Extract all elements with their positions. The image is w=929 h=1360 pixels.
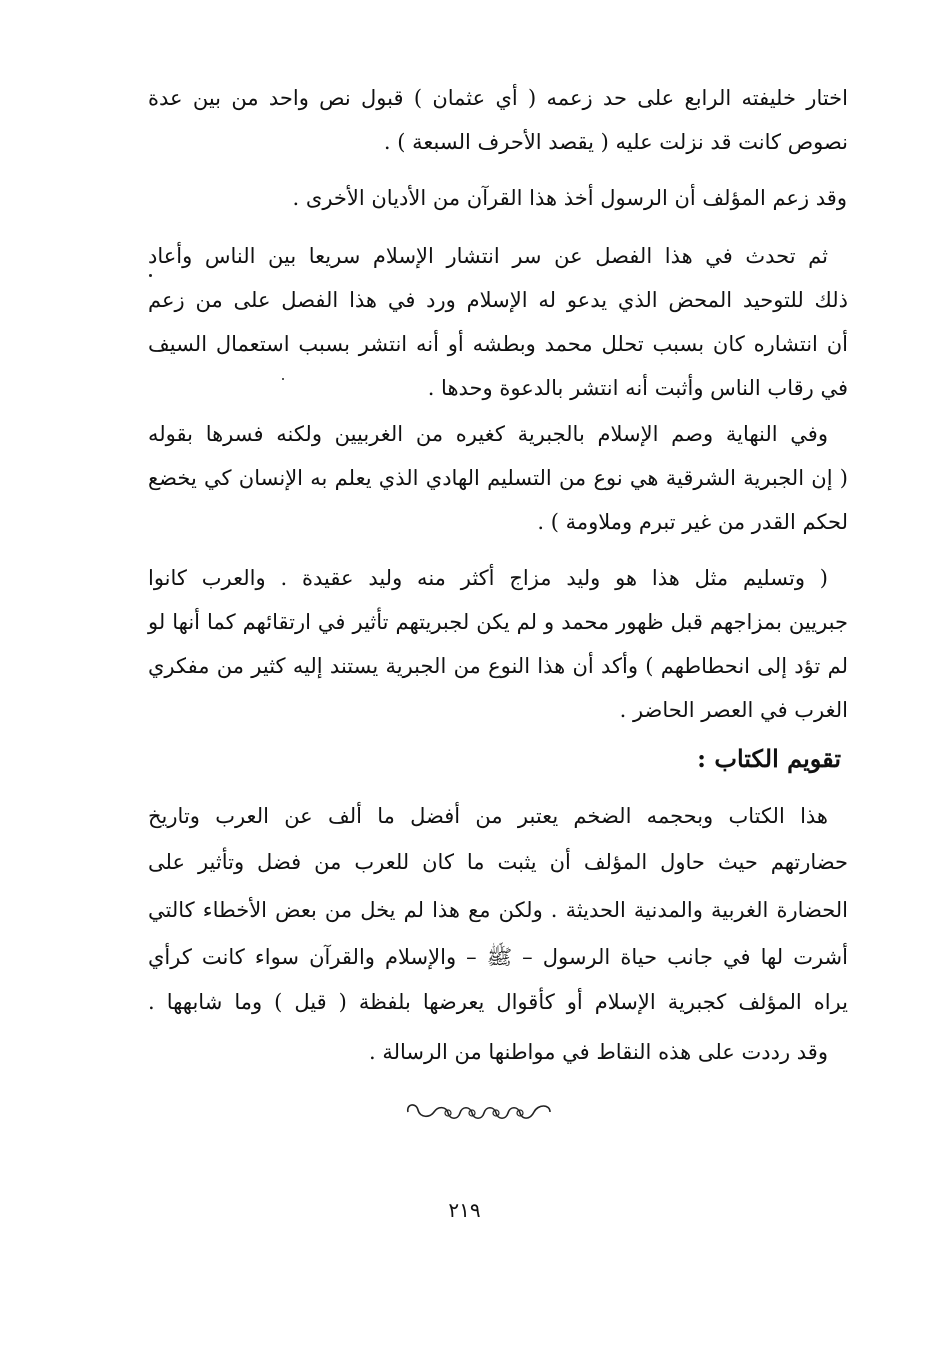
text-line: وقد رددت على هذه النقاط في مواطنها من الرسالة . [369,1040,828,1064]
text-line: أشرت لها في جانب حياة الرسول – ﷺ – والإسلام والقرآن سواء كانت كرأي [148,945,848,969]
text-line: لحكم القدر من غير تبرم وملاومة ) . [537,510,848,534]
paragraph-5 [148,566,848,736]
text-line: ثم تحدث في هذا الفصل عن سر انتشار الإسلام سريعا بين الناس وأعاد [148,244,828,268]
text-line: ( إن الجبرية الشرقية هي نوع من التسليم الهادي الذي يعلم به الإنسان كي يخضع [148,466,848,490]
text-line: وقد زعم المؤلف أن الرسول أخذ هذا القرآن من الأديان الأخرى . [292,186,847,210]
text-line: في رقاب الناس وأثبت أنه انتشر بالدعوة وحدها . [427,376,848,400]
text-line: يراه المؤلف كجبرية الإسلام أو كأقوال يعرضها بلفظة ( قيل ) وما شابهها . [148,990,848,1014]
text-line: ( وتسليم مثل هذا هو وليد مزاج أكثر منه وليد عقيدة . والعرب كانوا [148,566,828,590]
text-line: ذلك للتوحيد المحض الذي يدعو له الإسلام ورد في هذا الفصل على من زعم [148,288,848,312]
text-line: حضارتهم حيث حاول المؤلف أن يثبت ما كان للعرب من فضل وتأثير على [148,850,848,874]
scan-speck [149,274,152,277]
page-number: ٢١٩ [448,1198,481,1222]
text-line: الحضارة الغربية والمدنية الحديثة . ولكن مع هذا لم يخل من بعض الأخطاء كالتي [148,898,848,922]
text-line: اختار خليفته الرابع على حد زعمه ( أي عثمان ) قبول نص واحد من بين عدة [148,86,848,110]
section-heading: تقويم الكتاب : [697,744,841,773]
paragraph-7 [148,1040,848,1080]
paragraph-4 [148,422,848,552]
paragraph-1 [148,86,848,166]
decorative-flourish-icon [400,1098,560,1128]
paragraph-2 [167,186,847,226]
text-line: وفي النهاية وصم الإسلام بالجبرية كغيره من الغربيين ولكنه فسرها بقوله [148,422,828,446]
text-line: أن انتشاره كان بسبب تحلل محمد وبطشه أو أنه انتشر بسبب استعمال السيف [148,332,848,356]
text-line: نصوص كانت قد نزلت عليه ( يقصد الأحرف السبعة ) . [383,130,848,154]
paragraph-3 [148,244,848,414]
text-line: الغرب في العصر الحاضر . [619,698,848,722]
text-line: لم تؤد إلى انحطاطهم ) وأكد أن هذا النوع من الجبرية يستند إليه كثير من مفكري [148,654,848,678]
text-line: هذا الكتاب وبحجمه الضخم يعتبر من أفضل ما ألف عن العرب وتاريخ [148,804,828,828]
text-line: جبريين بمزاجهم قبل ظهور محمد و لم يكن لجبريتهم تأثير في ارتقائهم كما أنها لو [148,610,848,634]
scan-speck [282,378,284,380]
paragraph-6 [148,804,848,1024]
